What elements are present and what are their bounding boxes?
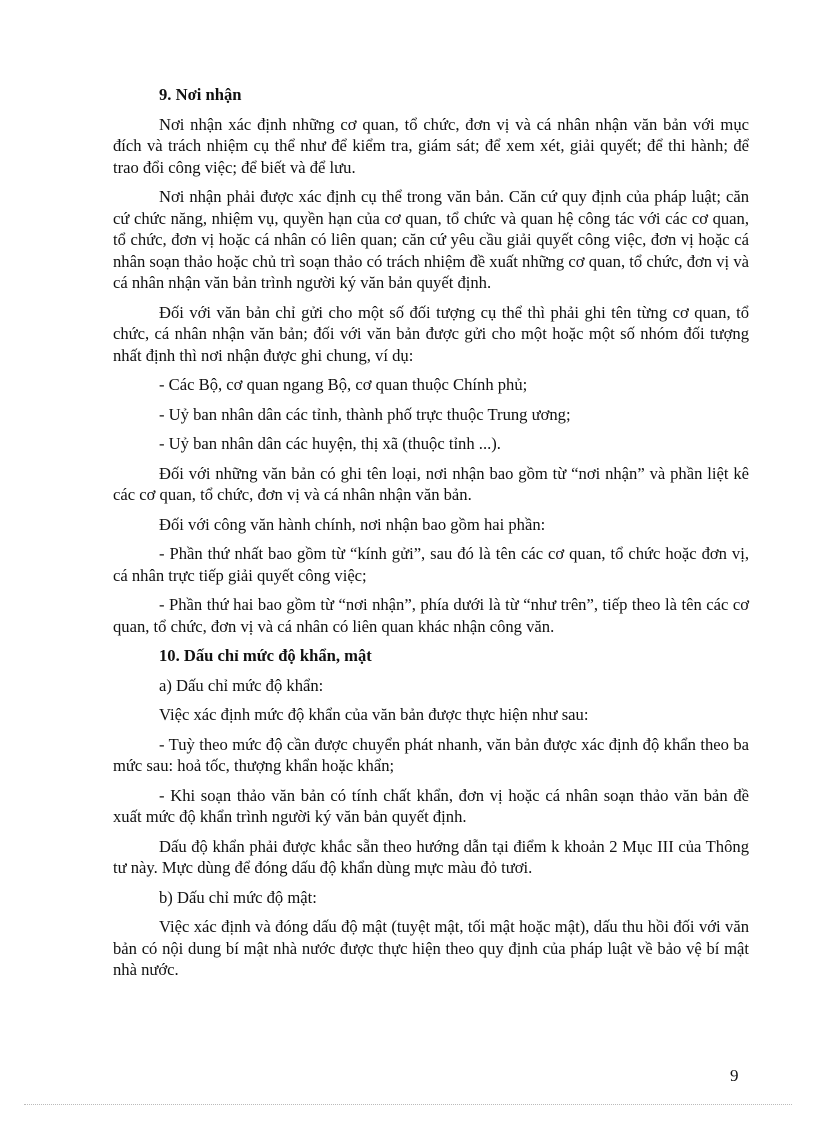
list-item: - Phần thứ nhất bao gồm từ “kính gửi”, sau đó là tên các cơ quan, tổ chức hoặc đơn vị, cá nhân trực tiếp giải quyết công việc;: [113, 544, 749, 585]
list-item: - Uỷ ban nhân dân các tỉnh, thành phố trực thuộc Trung ương;: [159, 404, 571, 424]
page-number: 9: [730, 1066, 739, 1085]
list-item: - Các Bộ, cơ quan ngang Bộ, cơ quan thuộc Chính phủ;: [159, 375, 528, 394]
paragraph: Nơi nhận phải được xác định cụ thể trong văn bản. Căn cứ quy định của pháp luật; căn cứ chức năng, nhiệm vụ, quyền hạn của cơ quan, tổ chức và quan hệ công tác với các cơ quan, tổ chức, đơn vị hoặc cá nhân có liên quan; căn cứ yêu cầu giải quyết công việc, đơn vị hoặc cá nhân soạn thảo hoặc chủ trì soạn thảo có trách nhiệm đề xuất những cơ quan, tổ chức, đơn vị và cá nhân nhận văn bản trình người ký văn bản quyết định.: [113, 187, 749, 292]
subsection-label: a) Dấu chỉ mức độ khẩn:: [159, 675, 324, 695]
subsection-label: b) Dấu chỉ mức độ mật:: [159, 887, 317, 907]
paragraph: Đối với công văn hành chính, nơi nhận bao gồm hai phần:: [159, 514, 546, 534]
paragraph: Đối với những văn bản có ghi tên loại, nơi nhận bao gồm từ “nơi nhận” và phần liệt kê các cơ quan, tổ chức, đơn vị và cá nhân nhận văn bản.: [113, 463, 749, 504]
list-item: - Uỷ ban nhân dân các huyện, thị xã (thuộc tỉnh ...).: [159, 434, 501, 453]
paragraph: Việc xác định và đóng dấu độ mật (tuyệt mật, tối mật hoặc mật), dấu thu hồi đối với văn bản có nội dung bí mật nhà nước được thực hiện theo quy định của pháp luật về bảo vệ bí mật nhà nước.: [113, 917, 749, 979]
page-bottom-border: [24, 1104, 792, 1105]
list-item: - Tuỳ theo mức độ cần được chuyển phát nhanh, văn bản được xác định độ khẩn theo ba mức sau: hoả tốc, thượng khẩn hoặc khẩn;: [113, 734, 749, 775]
list-item: - Khi soạn thảo văn bản có tính chất khẩn, đơn vị hoặc cá nhân soạn thảo văn bản đề xuất mức độ khẩn trình người ký văn bản quyết định.: [113, 785, 749, 826]
paragraph: Dấu độ khẩn phải được khắc sẵn theo hướng dẫn tại điểm k khoản 2 Mục III của Thông tư này. Mực dùng để đóng dấu độ khẩn dùng mực màu đỏ tươi.: [113, 836, 749, 877]
list-item: - Phần thứ hai bao gồm từ “nơi nhận”, phía dưới là từ “như trên”, tiếp theo là tên các cơ quan, tổ chức, đơn vị và cá nhân có liên quan khác nhận công văn.: [113, 595, 749, 636]
paragraph: Việc xác định mức độ khẩn của văn bản được thực hiện như sau:: [159, 705, 589, 724]
document-body: [113, 84, 749, 989]
section-heading-10: 10. Dấu chỉ mức độ khẩn, mật: [159, 646, 372, 665]
paragraph: Đối với văn bản chỉ gửi cho một số đối tượng cụ thể thì phải ghi tên từng cơ quan, tổ chức, cá nhân nhận văn bản; đối với văn bản được gửi cho một hoặc một số nhóm đối tượng nhất định thì nơi nhận được ghi chung, ví dụ:: [113, 302, 749, 365]
section-heading-9: 9. Nơi nhận: [159, 85, 242, 104]
paragraph: Nơi nhận xác định những cơ quan, tổ chức, đơn vị và cá nhân nhận văn bản với mục đích và trách nhiệm cụ thể như để kiểm tra, giám sát; để xem xét, giải quyết; để thi hành; để trao đổi công việc; để biết và để lưu.: [113, 114, 749, 177]
